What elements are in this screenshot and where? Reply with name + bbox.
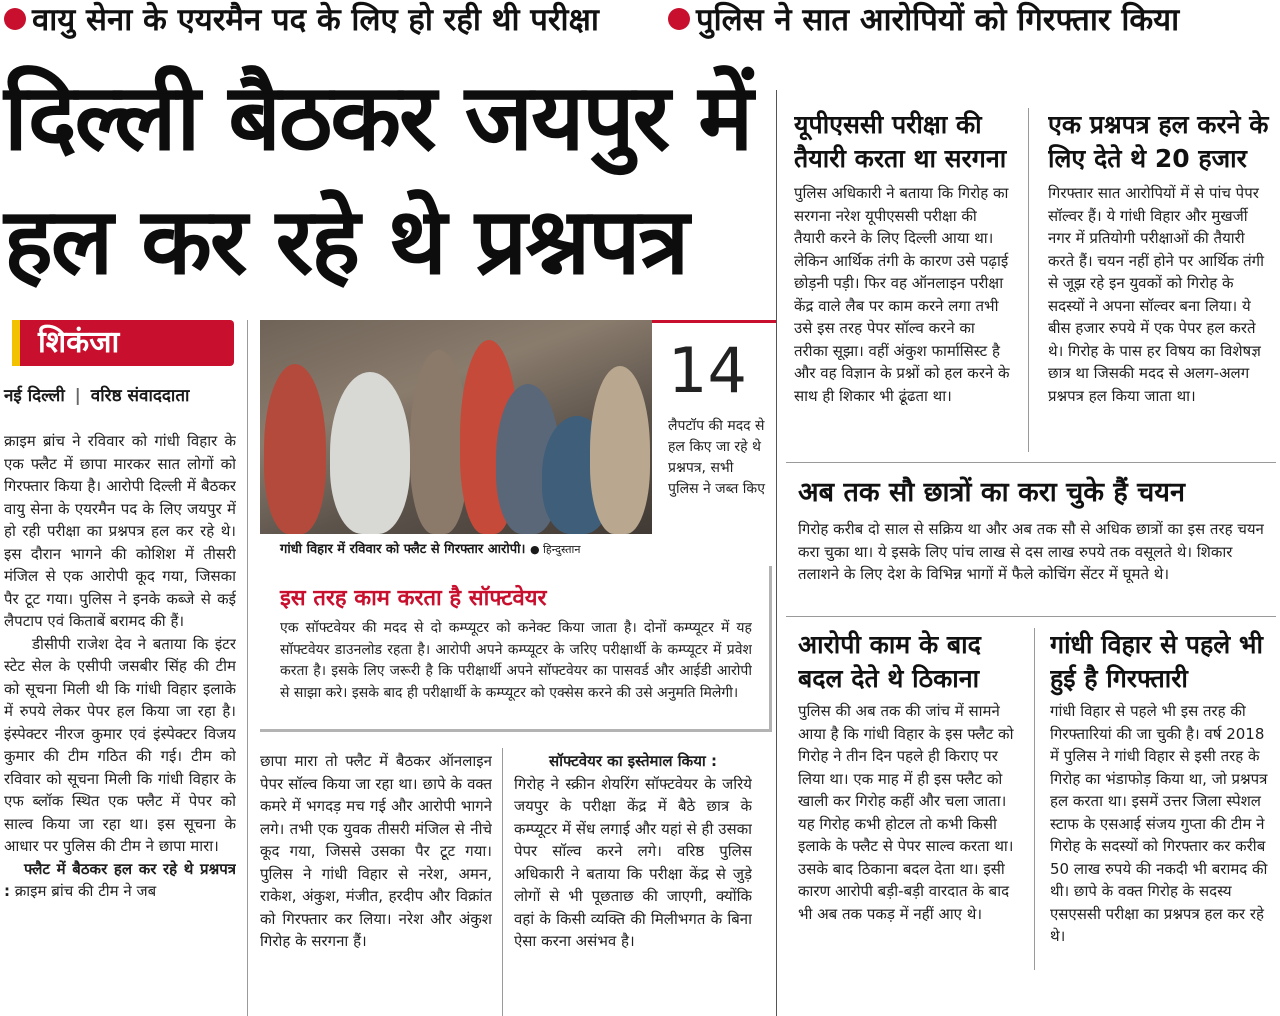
main-para-software: गिरोह ने स्क्रीन शेयरिंग सॉफ्टवेयर के जरिये जयपुर के परीक्षा केंद्र में बैठे छात्र के कम्प्यूटर में सेंध लगाई और यहां से ही उसका पेपर सॉल्व करने लगे। वरिष्ठ पुलिस अधिकारी ने बताया कि परीक्षा केंद्र से जुड़े लोगों से भी पूछताछ की जाएगी, क्योंकि वहां के किसी व्यक्ति की मिलीभगत के बिना ऐसा करना असंभव है। <box>514 774 752 950</box>
column-divider <box>502 748 503 1016</box>
main-subhead-software: सॉफ्टवेयर का इस्तेमाल किया : <box>548 752 718 770</box>
sidebar-box4-title: आरोपी काम के बाद बदल देते थे ठिकाना <box>798 630 981 693</box>
headline-line2: हल कर रहे थे प्रश्नपत्र <box>4 188 688 295</box>
sidebar-box2-text: गिरफ्तार सात आरोपियों में से पांच पेपर सॉल्वर हैं। ये गांधी विहार और मुखर्जी नगर में प्रतियोगी परीक्षाओं की तैयारी करते हैं। चयन नहीं होने पर आर्थिक तंगी से जूझ रहे इन युवकों को गिरोह के सदस्यों ने अपना सॉल्वर बना लिया। ये बीस हजार रुपये में एक पेपर हल करते थे। गिरोह के पास हर विषय का विशेषज्ञ छात्र था जिसकी मदद से अलग-अलग प्रश्नपत्र हल किया जाता था। <box>1048 184 1264 405</box>
sidebar-box1-text: पुलिस अधिकारी ने बताया कि गिरोह का सरगना नरेश यूपीएससी परीक्षा की तैयारी करने के लिए दिल्ली आया था। लेकिन आर्थिक तंगी के कारण उसे पढ़ाई छोड़नी पड़ी। फिर वह ऑनलाइन परीक्षा केंद्र वाले लैब पर काम करने लगा तभी उसे इस तरह पेपर सॉल्व करने का तरीका सूझा। वहीं अंकुश फार्मासिस्ट है और वह विज्ञान के प्रश्नों को हल करने के साथ ही शिकार भी ढूंढता था। <box>794 184 1010 405</box>
column-divider <box>247 320 248 1016</box>
main-para-1: क्राइम ब्रांच ने रविवार को गांधी विहार के एक फ्लैट में छापा मारकर सात लोगों को गिरफ्तार किया है। आरोपी दिल्ली में बैठकर वायु सेना के एयरमैन पद के लिए जयपुर में हो रही परीक्षा का प्रश्नपत्र हल कर रहे थे। इस दौरान भागने की कोशिश में तीसरी मंजिल से एक आरोपी कूद गया, जिसका पैर टूट गया। पुलिस ने इनके कब्जे से कई लैपटाप एवं किताबें बरामद की हैं। <box>4 432 236 630</box>
main-para-2: डीसीपी राजेश देव ने बताया कि इंटर स्टेट सेल के एसीपी जसबीर सिंह की टीम को सूचना मिली थी कि गांधी विहार इलाके में रुपये लेकर पेपर हल किया जा रहा है। इंस्पेक्टर नीरज कुमार एवं इंस्पेक्टर विजय कुमार की टीम गठित की गई। टीम को रविवार को सूचना मिली कि गांधी विहार के एफ ब्लॉक स्थित एक फ्लैट में पेपर को साल्व किया जा रहा था। इस सूचना के आधार पर पुलिस की टीम ने छापा मारा। <box>4 634 236 855</box>
sidebar-hrule <box>786 462 1276 463</box>
arrest-photo <box>260 320 652 534</box>
sidebar-box5-text: गांधी विहार से पहले भी इस तरह की गिरफ्तारियां की जा चुकी है। वर्ष 2018 में पुलिस ने गांधी विहार से इसी तरह के गिरोह का भंडाफोड़ किया था, जो प्रश्नपत्र हल करता था। इसमें उत्तर जिला स्पेशल स्टाफ के एसआई संजय गुप्ता की टीम ने गिरोह के सदस्यों को गिरफ्तार कर करीब 50 लाख रुपये की नकदी भी बरामद की थी। छापे के वक्त गिरोह के सदस्य एसएससी परीक्षा का प्रश्नपत्र हल कर रहे थे। <box>1050 702 1268 945</box>
main-story-col1 <box>4 430 236 1016</box>
person-figure <box>264 364 326 534</box>
bullet-dot-icon <box>4 8 26 30</box>
sidebar-box5-title: गांधी विहार से पहले भी हुई है गिरफ्तारी <box>1050 630 1263 693</box>
kicker-left: वायु सेना के एयरमैन पद के लिए हो रही थी परीक्षा <box>4 0 599 40</box>
sidebar-inner-divider <box>1028 108 1029 452</box>
sidebar-box1-title: यूपीएससी परीक्षा की तैयारी करता था सरगना <box>794 110 1007 173</box>
stat-number: 14 <box>668 334 747 407</box>
main-story-col3 <box>514 750 752 1016</box>
byline <box>4 384 189 408</box>
byline-separator: | <box>74 386 81 406</box>
byline-place: नई दिल्ली <box>4 386 65 406</box>
main-para-3: क्राइम ब्रांच की टीम ने जब <box>14 882 157 900</box>
bullet-dot-icon <box>668 8 690 30</box>
software-box-text: एक सॉफ्टवेयर की मदद से दो कम्प्यूटर को कनेक्ट किया जाता है। दोनों कम्प्यूटर में यह सॉफ्टवेयर डाउनलोड रहता है। आरोपी अपने कम्प्यूटर के जरिए परीक्षार्थी के कम्प्यूटर में प्रवेश करता है। इसके लिए जरूरी है कि परीक्षार्थी अपने सॉफ्टवेयर का पासवर्ड और आईडी आरोपी से साझा करे। इसके बाद ही परीक्षार्थी के कम्प्यूटर को एक्सेस करने की उसे अनुमति मिलेगी। <box>280 620 752 701</box>
sidebar-hrule <box>786 616 1276 617</box>
sidebar-box2-title: एक प्रश्नपत्र हल करने के लिए देते थे 20 हजार <box>1048 110 1269 173</box>
byline-author: वरिष्ठ संवाददाता <box>90 386 190 406</box>
headline-line1: दिल्ली बैठकर जयपुर में <box>4 64 752 171</box>
person-figure <box>330 372 410 534</box>
stat-text: लैपटॉप की मदद से हल किए जा रहे थे प्रश्नपत्र, सभी पुलिस ने जब्त किए <box>668 418 765 497</box>
sidebar-box4-text: पुलिस की अब तक की जांच में सामने आया है कि गांधी विहार के इस फ्लैट को गिरोह ने तीन दिन पहले ही किराए पर लिया था। एक माह में ही इस फ्लैट को खाली कर गिरोह कहीं और चला जाता। यह गिरोह कभी होटल तो कभी किसी इलाके के फ्लैट से पेपर साल्व करता था। उसके बाद ठिकाना बदल देता था। इसी कारण आरोपी बड़ी-बड़ी वारदात के बाद भी अब तक पकड़ में नहीं आए थे। <box>798 702 1014 923</box>
sidebar-inner-divider <box>1034 628 1035 970</box>
kicker-right: पुलिस ने सात आरोपियों को गिरफ्तार किया <box>668 0 1179 40</box>
photo-credit: ● हिन्दुस्तान <box>529 543 581 556</box>
section-label: शिकंजा <box>12 320 234 366</box>
main-story-col2: छापा मारा तो फ्लैट में बैठकर ऑनलाइन पेपर सॉल्व किया जा रहा था। छापे के वक्त कमरे में भगदड़ मच गई और आरोपी भागने लगे। तभी एक युवक तीसरी मंजिल से नीचे कूद गया, जिससे उसका पैर टूट गया। पुलिस ने गांधी विहार से नरेश, अमन, राकेश, अंकुश, मंजीत, हरदीप और विक्रांत को गिरफ्तार कर लिया। नरेश और अंकुश गिरोह के सरगना हैं। <box>260 752 492 950</box>
sidebar-box3-title: अब तक सौ छात्रों का करा चुके हैं चयन <box>798 477 1185 508</box>
main-subhead-flat: फ्लैट में बैठकर हल कर रहे थे प्रश्नपत्र : <box>4 859 236 900</box>
sidebar-box3-text: गिरोह करीब दो साल से सक्रिय था और अब तक सौ से अधिक छात्रों का इस तरह चयन करा चुका था। ये इसके लिए पांच लाख से दस लाख रुपये तक वसूलते थे। शिकार तलाशने के लिए देश के विभिन्न भागों में फैले कोचिंग सेंटर में घूमते थे। <box>798 520 1264 583</box>
caption-text: गांधी विहार में रविवार को फ्लैट से गिरफ्तार आरोपी। <box>280 542 526 557</box>
sidebar-red-rule <box>652 320 776 323</box>
sidebar-divider <box>776 90 777 1016</box>
photo-caption <box>280 540 660 560</box>
person-figure <box>590 366 650 534</box>
software-box-title: इस तरह काम करता है सॉफ्टवेयर <box>280 586 547 611</box>
